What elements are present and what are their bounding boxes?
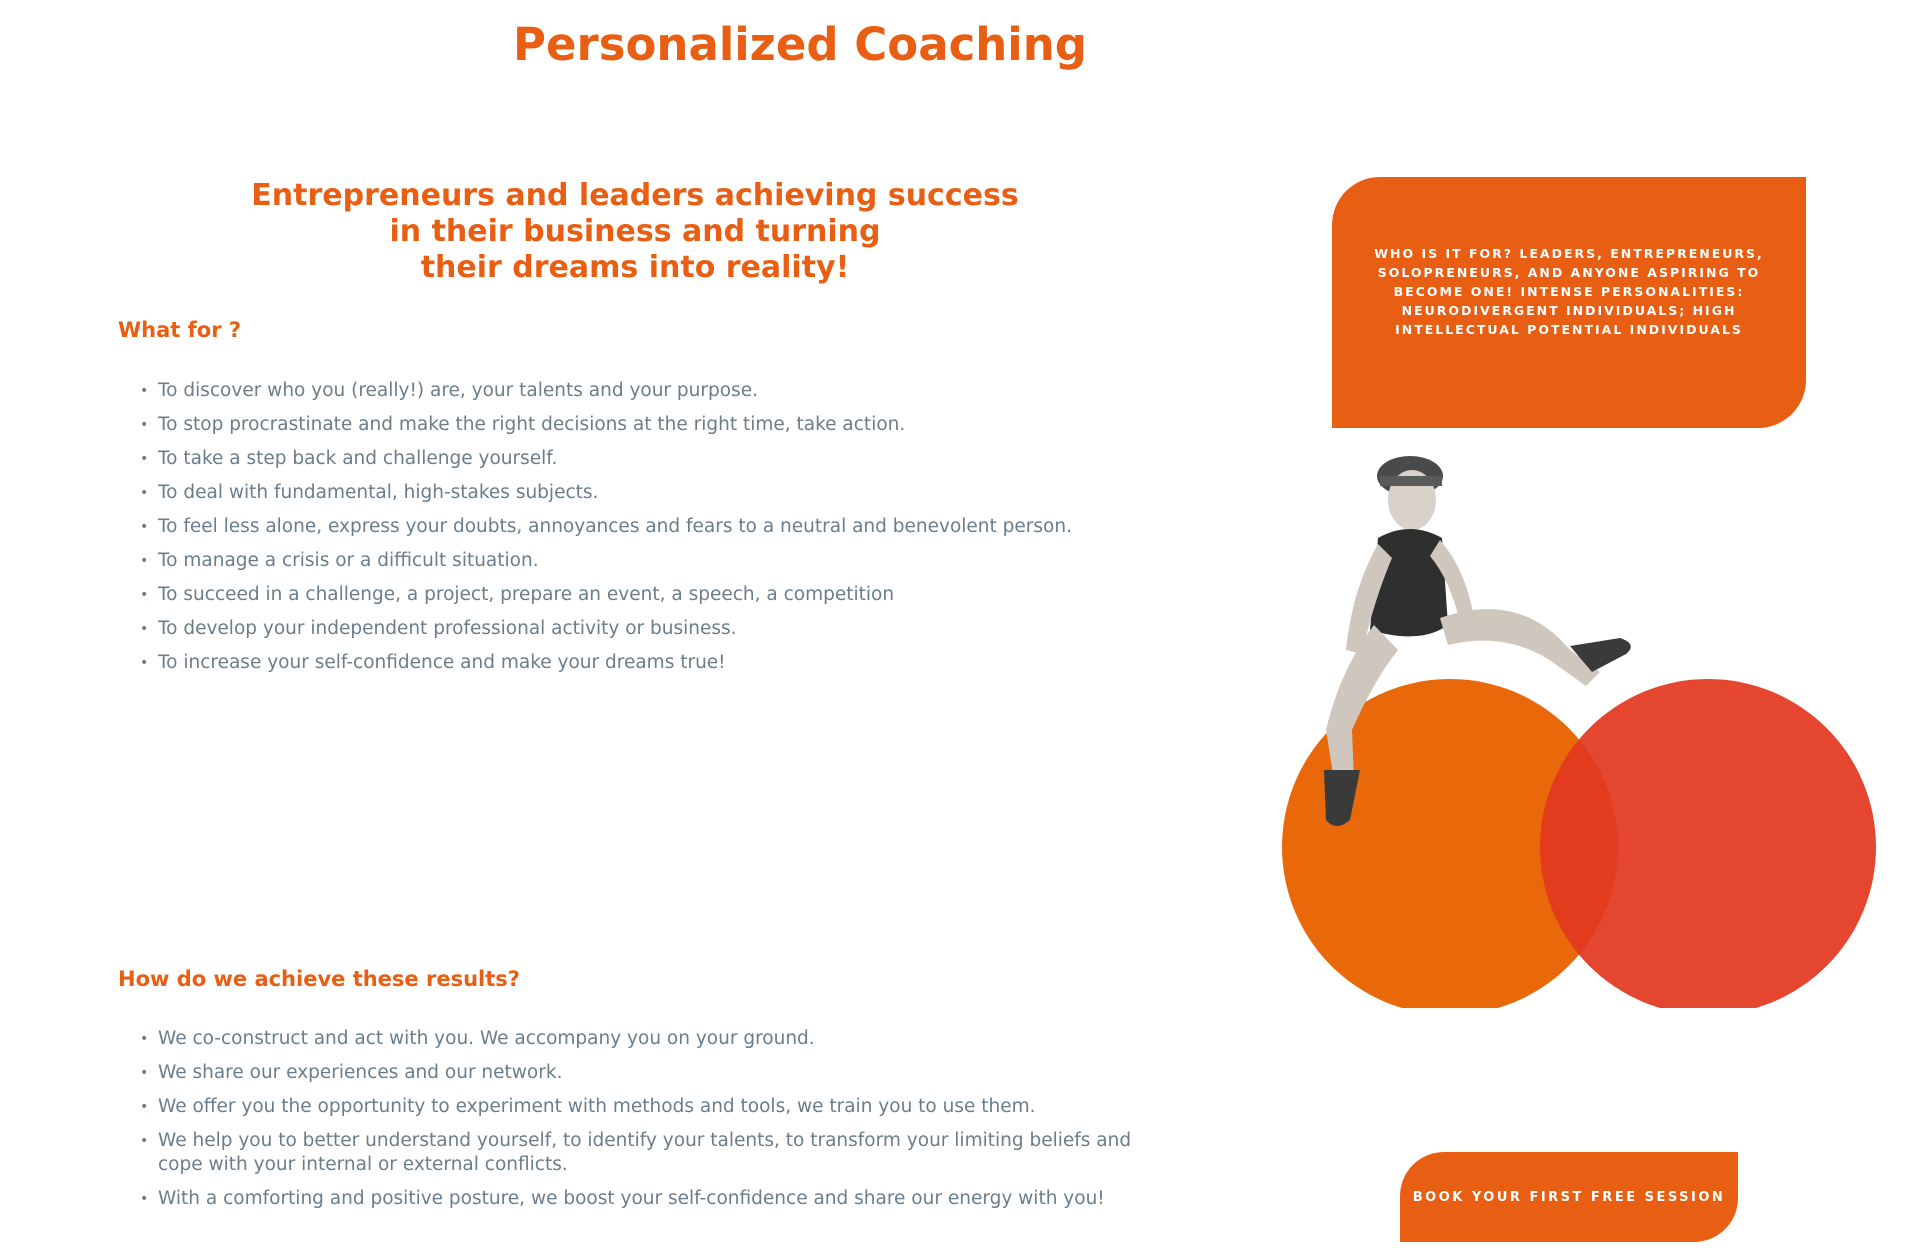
subtitle-line: their dreams into reality! bbox=[420, 250, 850, 285]
list-item bbox=[140, 1129, 1180, 1177]
jumping-woman-illustration bbox=[1270, 440, 1880, 1008]
list-item-text: We share our experiences and our network. bbox=[158, 1062, 563, 1083]
bullet-icon: • bbox=[140, 655, 149, 671]
list-item-text: To feel less alone, express your doubts, annoyances and fears to a neutral and benevolent person. bbox=[158, 516, 1072, 537]
bullet-icon: • bbox=[140, 485, 149, 501]
list-item-text: To succeed in a challenge, a project, prepare an event, a speech, a competition bbox=[158, 584, 895, 605]
bullet-icon: • bbox=[140, 1099, 149, 1115]
list-item bbox=[140, 651, 1180, 675]
list-item bbox=[140, 583, 1180, 607]
bullet-icon: • bbox=[140, 451, 149, 467]
what-for-heading: What for ? bbox=[118, 318, 242, 342]
list-item bbox=[140, 1095, 1180, 1119]
audience-info-box bbox=[1332, 177, 1806, 428]
list-item bbox=[140, 481, 1180, 505]
what-for-list bbox=[140, 379, 1180, 685]
list-item-text: We help you to better understand yourself, to identify your talents, to transform your limiting beliefs and cope with your internal or external conflicts. bbox=[158, 1130, 1132, 1175]
list-item-text: To increase your self-confidence and make your dreams true! bbox=[158, 652, 726, 673]
bullet-icon: • bbox=[140, 621, 149, 637]
bullet-icon: • bbox=[140, 519, 149, 535]
list-item-text: To take a step back and challenge yourself. bbox=[158, 448, 558, 469]
list-item-text: With a comforting and positive posture, we boost your self-confidence and share our energy with you! bbox=[158, 1188, 1105, 1209]
how-list bbox=[140, 1027, 1180, 1221]
list-item bbox=[140, 1027, 1180, 1051]
bullet-icon: • bbox=[140, 417, 149, 433]
list-item bbox=[140, 617, 1180, 641]
bullet-icon: • bbox=[140, 587, 149, 603]
bullet-icon: • bbox=[140, 383, 149, 399]
list-item bbox=[140, 549, 1180, 573]
list-item bbox=[140, 447, 1180, 471]
bullet-icon: • bbox=[140, 1065, 149, 1081]
book-free-session-button[interactable]: BOOK YOUR FIRST FREE SESSION bbox=[1400, 1152, 1738, 1242]
bullet-icon: • bbox=[140, 1031, 149, 1047]
list-item-text: To deal with fundamental, high-stakes subjects. bbox=[158, 482, 599, 503]
list-item-text: To develop your independent professional activity or business. bbox=[158, 618, 737, 639]
list-item-text: We offer you the opportunity to experiment with methods and tools, we train you to use them. bbox=[158, 1096, 1036, 1117]
list-item-text: To manage a crisis or a difficult situation. bbox=[158, 550, 539, 571]
page-subtitle bbox=[180, 178, 1090, 286]
list-item-text: To stop procrastinate and make the right decisions at the right time, take action. bbox=[158, 414, 906, 435]
list-item bbox=[140, 515, 1180, 539]
bullet-icon: • bbox=[140, 1191, 149, 1207]
page-title: Personalized Coaching bbox=[513, 18, 1087, 71]
list-item bbox=[140, 1187, 1180, 1211]
red-circle bbox=[1540, 679, 1876, 1008]
bullet-icon: • bbox=[140, 1133, 149, 1149]
list-item-text: We co-construct and act with you. We accompany you on your ground. bbox=[158, 1028, 815, 1049]
audience-info-text: WHO IS IT FOR? LEADERS, ENTREPRENEURS, SOLOPRENEURS, AND ANYONE ASPIRING TO BECOME ONE! INTENSE PERSONALITIES: NEURODIVERGENT INDIVIDUALS; HIGH INTELLECTUAL POTENTIAL INDIVIDUALS bbox=[1374, 246, 1764, 337]
list-item-text: To discover who you (really!) are, your talents and your purpose. bbox=[158, 380, 758, 401]
subtitle-line: in their business and turning bbox=[389, 214, 881, 249]
list-item bbox=[140, 379, 1180, 403]
list-item bbox=[140, 413, 1180, 437]
list-item bbox=[140, 1061, 1180, 1085]
bullet-icon: • bbox=[140, 553, 149, 569]
subtitle-line: Entrepreneurs and leaders achieving success bbox=[251, 178, 1019, 213]
how-heading: How do we achieve these results? bbox=[118, 967, 520, 991]
